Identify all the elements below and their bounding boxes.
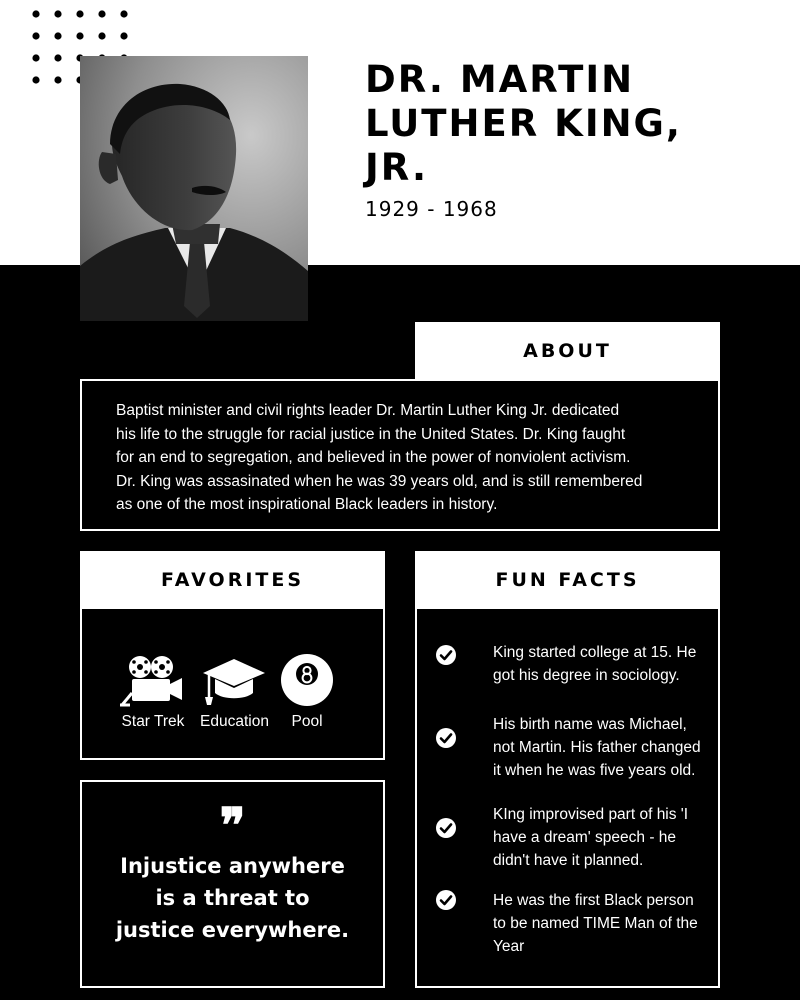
- quote-line: is a threat to: [155, 886, 310, 910]
- about-line: Dr. King was assasinated when he was 39 years old, and is still remembered: [116, 472, 643, 490]
- fun-facts-panel: [415, 607, 720, 988]
- fun-fact-line: Year: [493, 938, 525, 955]
- title-line: DR. MARTIN: [365, 58, 635, 101]
- check-circle-icon: [435, 727, 457, 749]
- portrait-photo: [80, 56, 308, 321]
- quote-text: [92, 850, 373, 946]
- about-line: as one of the most inspirational Black leaders in history.: [116, 496, 498, 513]
- fun-fact-line: King started college at 15. He: [493, 644, 697, 661]
- fun-fact-line: His birth name was Michael,: [493, 716, 687, 733]
- fun-fact-line: got his degree in sociology.: [493, 667, 680, 684]
- title-line: JR.: [365, 146, 428, 189]
- favorites-panel: [80, 607, 385, 760]
- fun-fact-line: have a dream' speech - he: [493, 829, 677, 846]
- fun-facts-heading: FUN FACTS: [415, 551, 720, 608]
- about-text: [116, 399, 696, 517]
- quote-line: justice everywhere.: [115, 918, 350, 942]
- graduation-cap-icon: [201, 653, 267, 707]
- fun-fact-line: it when he was five years old.: [493, 762, 696, 779]
- favorite-item: [120, 653, 186, 731]
- fun-fact-text: [493, 713, 723, 782]
- fun-fact-line: didn't have it planned.: [493, 852, 644, 869]
- check-circle-icon: [435, 644, 457, 666]
- favorites-heading: FAVORITES: [80, 551, 385, 608]
- fun-fact-text: [493, 803, 723, 872]
- fun-fact-text: [493, 641, 723, 687]
- eight-ball-icon: [279, 653, 335, 707]
- fun-fact-line: not Martin. His father changed: [493, 739, 701, 756]
- favorite-label: Star Trek: [121, 713, 185, 730]
- about-panel: [80, 379, 720, 531]
- title-line: LUTHER KING,: [365, 102, 682, 145]
- favorite-label: Pool: [291, 713, 323, 730]
- about-line: for an end to segregation, and believed in the power of nonviolent activism.: [116, 449, 631, 466]
- fun-fact-line: to be named TIME Man of the: [493, 915, 698, 932]
- lifespan-years: 1929 - 1968: [365, 197, 498, 221]
- favorite-item: [200, 653, 269, 731]
- quote-mark-icon: ❞: [219, 798, 246, 854]
- film-camera-icon: [120, 653, 186, 707]
- fun-fact-text: [493, 889, 723, 958]
- page-title: [365, 58, 695, 190]
- favorite-label: Education: [200, 713, 269, 730]
- about-heading: ABOUT: [415, 322, 720, 379]
- favorite-item: [279, 653, 335, 731]
- about-line: his life to the struggle for racial justice in the United States. Dr. King faught: [116, 425, 626, 443]
- check-circle-icon: [435, 889, 457, 911]
- quote-panel: [80, 780, 385, 988]
- fun-fact-line: KIng improvised part of his 'I: [493, 806, 689, 823]
- check-circle-icon: [435, 817, 457, 839]
- quote-line: Injustice anywhere: [120, 854, 345, 878]
- fun-fact-line: He was the first Black person: [493, 892, 694, 909]
- about-line: Baptist minister and civil rights leader Dr. Martin Luther King Jr. dedicated: [116, 402, 620, 419]
